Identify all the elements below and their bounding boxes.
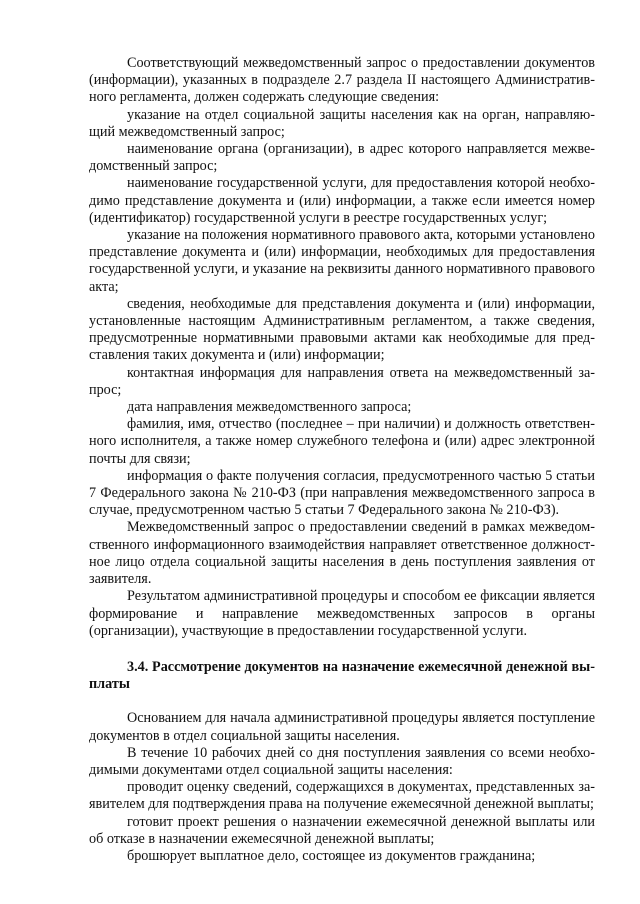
paragraph-request-contents: Соответствующий межведомственный запрос о предоставлении документов (информации), указанных в подразделе 2.7 раздела II настоящего Административного регламента, должен содержать следующие сведения: (89, 55, 595, 106)
paragraph-procedure-basis: Основанием для начала административной процедуры является поступление документов в отдел социальной защиты населения. (89, 710, 595, 744)
paragraph-recipient-organization: наименование органа (организации), в адрес которого направляется межведомственный запрос; (89, 141, 595, 175)
document-page (89, 55, 595, 865)
paragraph-requesting-department: указание на отдел социальной защиты населения как на орган, направляющий межведомственный запрос; (89, 106, 595, 140)
paragraph-request-date: дата направления межведомственного запроса; (127, 399, 412, 416)
paragraph-consent: информация о факте получения согласия, предусмотренного частью 5 статьи 7 Федерального закона № 210-ФЗ (при направления межведомственного запроса в случае, предусмотренном частью 5 статьи 7 Федерального закона № 210-ФЗ). (89, 467, 595, 519)
paragraph-evaluation: проводит оценку сведений, содержащихся в документах, представленных заявителем для подтверждения права на получение ежемесячной денежной выплаты; (89, 779, 595, 813)
paragraph-executor: фамилия, имя, отчество (последнее – при наличии) и должность ответственного исполнителя, а также номер служебного телефона и (или) адрес электронной почты для связи; (89, 416, 595, 467)
paragraph-service-name: наименование государственной услуги, для предоставления которой необходимо представление документа и (или) информации, а также если имеется номер (идентификатор) государственной услуги в реестре государственных услуг; (89, 175, 595, 226)
paragraph-draft-decision: готовит проект решения о назначении ежемесячной денежной выплаты или об отказе в назначении ежемесячной денежной выплаты; (89, 813, 595, 847)
section-heading: 3.4. Рассмотрение документов на назначение ежемесячной денежной выплаты (89, 658, 595, 693)
paragraph-request-sending: Межведомственный запрос о предоставлении сведений в рамках межведомственного информационного взаимодействия направляет ответственное должностное лицо отдела социальной защиты населения в день поступления заявления от заявителя. (89, 519, 595, 588)
paragraph-payment-file: брошюрует выплатное дело, состоящее из документов гражданина; (127, 847, 536, 864)
paragraph-processing-term: В течение 10 рабочих дней со дня поступления заявления со всеми необходимыми документами отдел социальной защиты населения: (89, 744, 595, 778)
paragraph-legal-act: указание на положения нормативного правового акта, которыми установлено представление документа и (или) информации, необходимых для предоставления государственной услуги, и указание на реквизиты данного нормативного правового акта; (89, 227, 595, 295)
paragraph-procedure-result: Результатом административной процедуры и способом ее фиксации является формирование и направление межведомственных запросов в органы (организации), участвующие в предоставлении государственной услуги. (89, 588, 595, 639)
paragraph-required-info: сведения, необходимые для представления документа и (или) информации, установленные настоящим Административным регламентом, а также сведения, предусмотренные нормативными правовыми актами как необходимые для представления таких документа и (или) информации; (89, 295, 595, 364)
paragraph-contact-info: контактная информация для направления ответа на межведомственный запрос; (89, 364, 595, 398)
